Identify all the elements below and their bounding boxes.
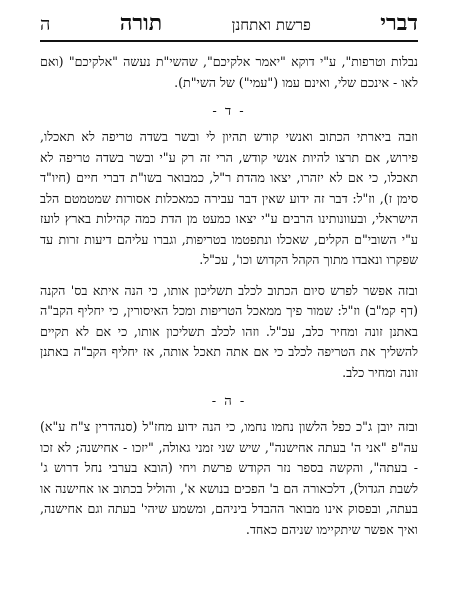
- paragraph: וזבה ביארתי הכתוב ואנשי קודש תהיון לי ובשר בשדה טריפה לא תאכלו, פירוש, אם תרצו להיות אנשי קודש, הרי זה רק ע"י ובשר בשדה טריפה לא תאכלו, כי אם לא יזהרו, יצאו מהדת ר"ל, כמבואר בשו"ת דברי חיים (חיו"ד סימן ז), וז"ל: דבר זה ידוע שאין דבר עבירה כמאכלות אסורות שמטמטם הלב הישראלי, ובעוונותינו הרבים ע"י יצאו כמעט מן הדת כמה קהילות בארץ לועז ע"י השובי"ם הקלים, שאכלו ונתפטמו בטריפות, וגברו עליהם דיעות זרות עד שפקרו ונאבדו מתוך הקהל הקדוש וכו', עכ"ל.: [40, 129, 418, 267]
- page-number: ה: [40, 14, 51, 35]
- running-header: [40, 10, 418, 42]
- section-divider: - ה -: [211, 394, 247, 409]
- book-title: דברי: [380, 10, 418, 36]
- parasha-title: פרשת ואתחנן: [231, 16, 311, 34]
- section-title: תורה: [119, 10, 163, 36]
- section-divider: - ד -: [212, 104, 246, 119]
- paragraph: נבלות וטרפות", ע"י דוקא "יאמר אלקיכם", שהשי"ת נעשה "אלקיכם" (ואם לאו - אינכם שלי, ואינם עמו ("עמי") של השי"ת).: [40, 54, 418, 90]
- paragraph: ובזה יובן ג"כ כפל הלשון נחמו נחמו, כי הנה ידוע מחז"ל (סנהדרין צ"ח ע"א) עה"פ "אני ה' בעתה אחישנה", שיש שני זמני גאולה, "יזכו - אחישנה; לא זכו - בעתה", והקשה בספר נזר הקודש פרשת ויחי (הובא בערבי נחל דרוש ג' לשבת הגדול), דלכאורה הם ב' הפכים בנושא א', והוליל בכתוב או אחישנה או בעתה, ובפסוק אינו מבואר ההבדל ביניהם, ומשמע שיהי' בעתה וגם אחישנה, ואיך אפשר שיתקיימו שניהם כאחד.: [40, 419, 418, 537]
- paragraph: ובזה אפשר לפרש סיום הכתוב לכלב תשליכון אותו, כי הנה איתא בס' הקנה (דף קמ"ב) וז"ל: שמור פיך ממאכל הטריפות ומכל האיסורין, כי יחליף הקב"ה באתנן זונה ומחיר כלב, עכ"ל. וזהו לכלב תשליכון אותו, כי אם לא תקיים להשליך את הטריפה לכלב כי אם אתה תאכל אותה, אז יחליף הקב"ה באתנן זונה ומחיר כלב.: [40, 282, 418, 380]
